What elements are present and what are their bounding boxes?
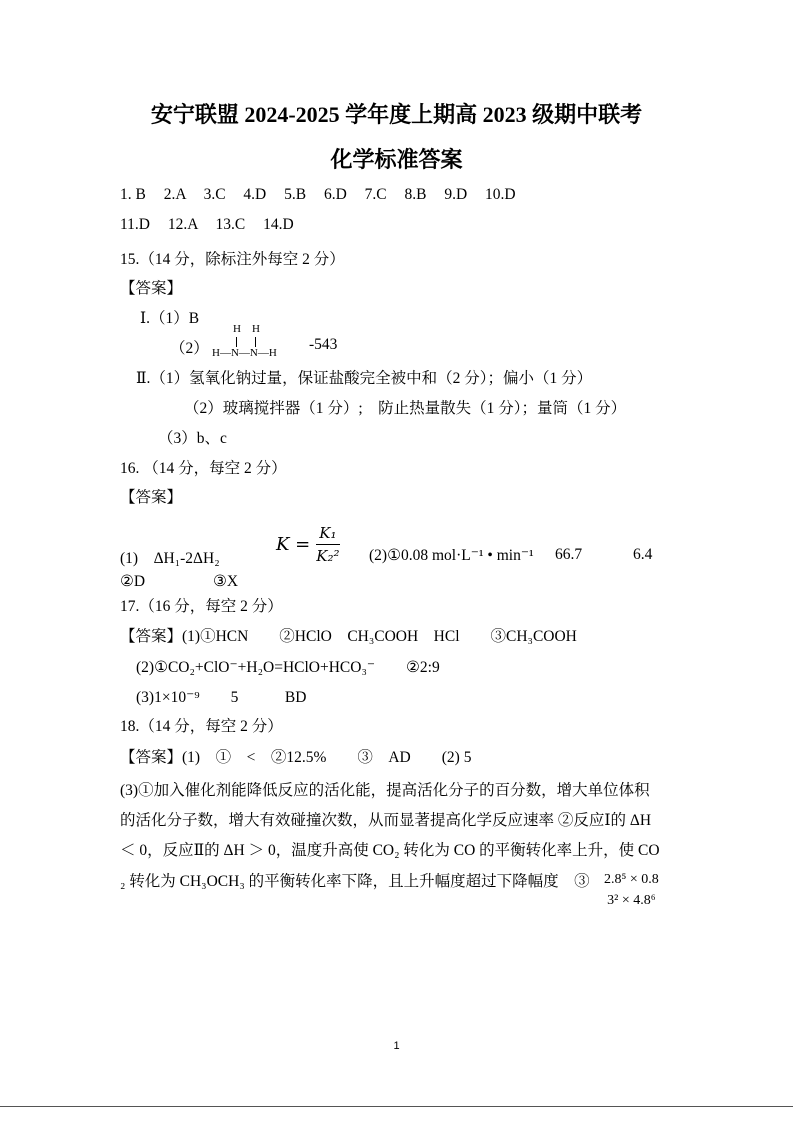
q16-value-2: 6.4: [633, 546, 653, 563]
q17-line-1: 【答案】(1)①HCN ②HClO CH₃COOH HCl ③CH₃COOH: [120, 628, 577, 645]
q17-line-3: (3)1×10⁻⁹ 5 BD: [136, 689, 307, 706]
q15-part-2-label: （2）: [170, 340, 209, 357]
q18-heading: 18.（14 分，每空 2 分）: [120, 718, 283, 735]
q16-part-1: (1) ΔH₁-2ΔH₂: [120, 550, 220, 567]
q16-heading: 16. （14 分，每空 2 分）: [120, 460, 287, 477]
k-denominator: K₂²: [316, 547, 340, 565]
choice-answer: 11.D: [120, 216, 150, 233]
choice-answer: 8.B: [404, 186, 427, 203]
q15-part-1: Ⅰ.（1）B: [140, 310, 200, 327]
structure-h-top-right: H: [252, 323, 260, 335]
choice-answer: 6.D: [323, 186, 347, 203]
q17-line-2: (2)①CO₂+ClO⁻+H₂O=HClO+HCO₃⁻ ②2:9: [136, 659, 440, 676]
page-subtitle: 化学标准答案: [330, 147, 463, 172]
structure-h-top-left: H: [233, 323, 241, 335]
choice-answer: 12.A: [167, 216, 198, 233]
fraction-bar: [316, 544, 339, 545]
q18-fraction: [604, 872, 659, 909]
structure-bond: [236, 337, 237, 347]
q15-part-3: Ⅱ.（1）氢氧化钠过量，保证盐酸完全被中和（2 分）；偏小（1 分）: [136, 370, 593, 387]
q18-line-5: ₂ 转化为 CH₃OCH₃ 的平衡转化率下降，且上升幅度超过下降幅度 ③: [120, 873, 590, 890]
k-numerator: K₁: [319, 524, 337, 542]
choice-answer: 5.B: [284, 186, 307, 203]
q18-fraction-denominator: 3² × 4.8⁶: [607, 893, 656, 908]
q15-answer-label: 【答案】: [120, 280, 183, 297]
choice-row-1: [120, 186, 516, 204]
choice-answer: 4.D: [243, 186, 267, 203]
choice-answer: 14.D: [263, 216, 294, 233]
fraction-bar: [604, 890, 659, 891]
choice-answer: 2.A: [163, 186, 186, 203]
choice-answer: 10.D: [485, 186, 516, 203]
bottom-divider: [0, 1106, 793, 1107]
choice-answer: 13.C: [215, 216, 246, 233]
q16-part-3: ②D: [120, 573, 146, 590]
choice-answer: 1. B: [120, 186, 146, 203]
choice-answer: 9.D: [444, 186, 468, 203]
q15-part-2-value: -543: [309, 336, 338, 353]
page-title: 安宁联盟 2024-2025 学年度上期高 2023 级期中联考: [150, 102, 643, 127]
q16-part-2: (2)①0.08 mol·L⁻¹ • min⁻¹: [369, 547, 534, 564]
structure-bond: [255, 337, 256, 347]
q16-answer-label: 【答案】: [120, 489, 183, 506]
k-lhs: K =: [276, 534, 311, 555]
equilibrium-constant-formula: [276, 524, 340, 565]
page-number: 1: [393, 1040, 400, 1052]
q15-part-5: （3）b、c: [158, 430, 227, 447]
q15-part-4: （2）玻璃搅拌器（1 分）; 防止热量散失（1 分）；量筒（1 分）: [184, 400, 627, 417]
choice-answer: 7.C: [364, 186, 387, 203]
choice-answer: 3.C: [203, 186, 226, 203]
q18-line-4: ＜ 0，反应Ⅱ的 ΔH ＞ 0，温度升高使 CO₂ 转化为 CO 的平衡转化率上升，使 CO: [120, 842, 660, 859]
q16-part-4: ③X: [213, 573, 239, 590]
hydrazine-structure: [212, 323, 286, 361]
q18-line-3: 的活化分子数，增大有效碰撞次数，从而显著提高化学反应速率 ②反应Ⅰ的 ΔH: [120, 812, 652, 829]
q17-heading: 17.（16 分，每空 2 分）: [120, 598, 283, 615]
choice-row-2: [120, 216, 294, 234]
q15-heading: 15.（14 分，除标注外每空 2 分）: [120, 251, 345, 268]
q18-line-1: 【答案】(1) ① < ②12.5% ③ AD (2) 5: [120, 749, 472, 766]
structure-chain: H—N—N—H: [212, 347, 277, 359]
q16-value-1: 66.7: [555, 546, 583, 563]
q18-fraction-numerator: 2.8⁵ × 0.8: [604, 872, 659, 887]
q18-line-2: (3)①加入催化剂能降低反应的活化能，提高活化分子的百分数，增大单位体积: [120, 782, 650, 799]
k-fraction: [316, 524, 339, 565]
